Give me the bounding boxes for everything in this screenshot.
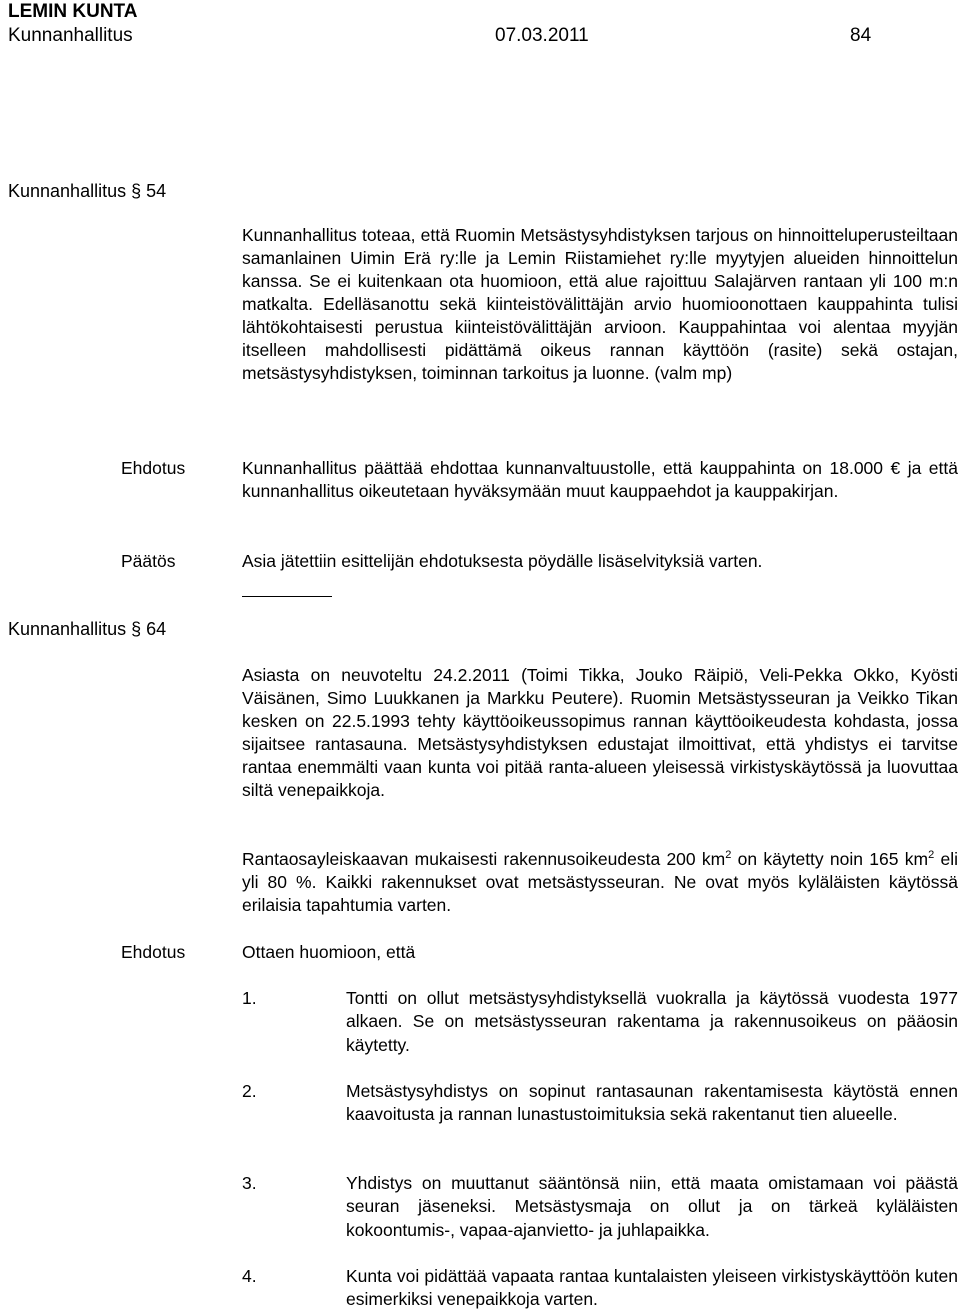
list-item-text: Kunta voi pidättää vapaata rantaa kuntalaisten yleiseen virkistyskäyttöön kuten esimerkiksi venepaikkoja varten. (346, 1266, 958, 1310)
list-item-number: 3. (242, 1173, 257, 1193)
list-item (242, 1172, 958, 1242)
section-title-64: Kunnanhallitus § 64 (8, 619, 167, 639)
section-54-intro: Kunnanhallitus toteaa, että Ruomin Metsästysyhdistyksen tarjous on hinnoitteluperusteiltaan samanlainen Uimin Erä ry:lle ja Lemin Riistamiehet ry:lle myytyjen alueiden hinnoittelun kanssa. Se ei kuitenkaan ota huomioon, että alue rajoittuu Salajärven rantaan yli 100 m:n matkalta. Edelläsanottu sekä kiinteistövälittäjän arvio huomioonottaen kauppahinta tulisi lähtökohtaisesti perustua kiinteistövälittäjän arvioon. Kauppahintaa voi alentaa myyjän itselleen mahdollisesti pidättämä oikeus rannan käyttöön (rasite) sekä ostajan, metsästysyhdistyksen, toiminnan tarkoitus ja luonne. (valm mp) (242, 225, 958, 383)
list-item-text: Metsästysyhdistys on sopinut rantasaunan rakentamisesta käytöstä ennen kaavoitusta ja rannan lunastustoimituksia sekä rakentanut tien alueelle. (346, 1081, 958, 1125)
section-54-decision: Asia jätettiin esittelijän ehdotuksesta pöydälle lisäselvityksiä varten. (242, 551, 763, 571)
list-item-text: Yhdistys on muuttanut sääntönsä niin, että maata omistamaan voi päästä seuran jäseneksi. Metsästysmaja on ollut ja on tärkeä kyläläisten kokoontumis-, vapaa-ajanvietto- ja juhlapaikka. (346, 1173, 958, 1240)
list-item-number: 1. (242, 988, 257, 1008)
header-date: 07.03.2011 (495, 25, 589, 46)
section-64-paragraph-2: Rantaosayleiskaavan mukaisesti rakennusoikeudesta 200 $km^2$ on käytetty noin 165 $km^2$ eli yli 80 %. Kaikki rakennukset ovat metsästysseuran. Ne ovat myös kyläläisten käytössä erilaisia tapahtumia varten. (242, 849, 958, 915)
proposal-label-64: Ehdotus (121, 942, 186, 962)
list-item-number: 2. (242, 1081, 257, 1101)
organization-name: LEMIN KUNTA (8, 1, 138, 22)
list-item-text: Tontti on ollut metsästysyhdistyksellä vuokralla ja käytössä vuodesta 1977 alkaen. Se on metsästysseuran rakentama ja rakennusoikeus on pääosin käytetty. (346, 988, 958, 1055)
section-54-proposal: Kunnanhallitus päättää ehdottaa kunnanvaltuustolle, että kauppahinta on 18.000 € ja että kunnanhallitus oikeutetaan hyväksymään muut kauppaehdot ja kauppakirjan. (242, 458, 958, 501)
proposal-label: Ehdotus (121, 458, 186, 478)
list-item (242, 1080, 958, 1127)
list-item (242, 1265, 958, 1312)
list-item-number: 4. (242, 1266, 257, 1286)
list-item (242, 987, 958, 1057)
section-title-54: Kunnanhallitus § 54 (8, 181, 167, 201)
header-page-number: 84 (850, 25, 872, 46)
separator-rule (242, 596, 332, 597)
header-body: Kunnanhallitus (8, 25, 133, 46)
decision-label: Päätös (121, 551, 176, 571)
section-64-paragraph-1: Asiasta on neuvoteltu 24.2.2011 (Toimi Tikka, Jouko Räipiö, Veli-Pekka Okko, Kyösti Väisänen, Simo Luukkanen ja Markku Peutere). Ruomin Metsästysseuran ja Veikko Tikan kesken on 22.5.1993 tehty käyttöoikeussopimus rannan käyttöoikeudesta kohdasta, jossa sijaitsee rantasauna. Metsästysyhdistyksen edustajat ilmoittivat, että yhdistys ei tarvitse rantaa enemmälti vaan kunta voi pitää ranta-alueen yleisessä virkistyskäytössä ja luovuttaa siltä venepaikkoja. (242, 665, 958, 800)
section-64-proposal-intro: Ottaen huomioon, että (242, 942, 416, 962)
